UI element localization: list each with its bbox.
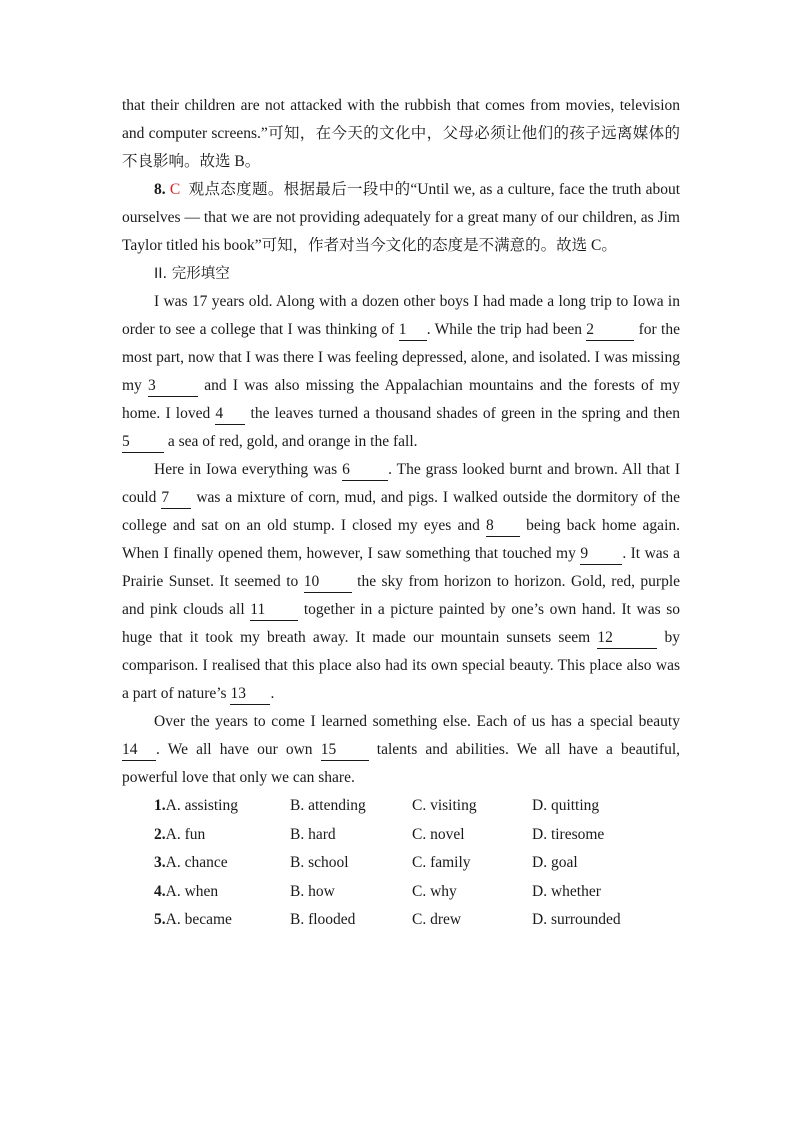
option-a-text: A. chance bbox=[165, 854, 228, 871]
option-b: B. school bbox=[290, 854, 349, 871]
passage-text: . bbox=[270, 685, 275, 702]
explanation-number: 8. bbox=[154, 181, 166, 198]
passage-text: Over the years to come I learned something else. Each of us has a special beauty bbox=[154, 713, 680, 730]
option-c: C. why bbox=[412, 882, 457, 900]
option-a bbox=[154, 792, 290, 821]
passage-text: together in a picture painted by one’s own hand. It was so huge that it took my breath away. It made our mountain sunsets seem bbox=[122, 601, 680, 646]
passage-text: and I was also missing the Appalachian mountains and the forests of my home. I loved bbox=[122, 377, 680, 422]
option-a-text: A. when bbox=[165, 882, 219, 900]
option-c: C. family bbox=[412, 854, 471, 871]
passage-text: Here in Iowa everything was bbox=[154, 461, 343, 478]
option-c: C. visiting bbox=[412, 797, 477, 814]
explanation-8 bbox=[122, 176, 680, 260]
explanation-text: 观点态度题。根据最后一段中的“Until we, as a culture, face the truth about ourselves — that we are not providing adequately for a great many of our children, as Jim Taylor titled his book”可知，作者对当今文化的态度是不满意的。故选 C。 bbox=[122, 181, 680, 254]
blank-8: 8 bbox=[486, 516, 520, 537]
blank-6: 6 bbox=[342, 460, 388, 481]
option-a bbox=[154, 849, 290, 878]
question-row bbox=[122, 906, 680, 935]
blank-1: 1 bbox=[399, 320, 427, 341]
option-d: D. tiresome bbox=[532, 825, 605, 843]
option-b: B. hard bbox=[290, 825, 336, 843]
document-page bbox=[122, 92, 680, 935]
option-d: D. surrounded bbox=[532, 911, 621, 928]
passage-text: was a mixture of corn, mud, and pigs. I walked outside the dormitory of the college and sat on an old stump. I closed my eyes and bbox=[122, 489, 681, 534]
option-d: D. whether bbox=[532, 882, 601, 900]
blank-13: 13 bbox=[230, 684, 270, 705]
passage-paragraph-2 bbox=[122, 456, 680, 708]
answer-letter: C bbox=[169, 181, 181, 198]
question-number: 5. bbox=[154, 911, 166, 928]
passage-text: the sky from horizon to horizon. Gold, red, purple and pink clouds all bbox=[122, 573, 680, 618]
section-heading: II. 完形填空 bbox=[154, 266, 230, 282]
blank-11: 11 bbox=[250, 600, 298, 621]
question-row bbox=[122, 792, 680, 821]
blank-5: 5 bbox=[122, 432, 164, 453]
option-b: B. how bbox=[290, 882, 335, 900]
blank-14: 14 bbox=[122, 740, 156, 761]
option-c: C. drew bbox=[412, 911, 462, 928]
passage-text: . The grass looked burnt and brown. All that I could bbox=[122, 461, 680, 506]
passage-text: talents and abilities. We all have a beautiful, powerful love that only we can share. bbox=[122, 741, 680, 786]
option-b: B. flooded bbox=[290, 911, 356, 928]
question-number: 2. bbox=[154, 825, 166, 843]
explanation-7-continued: that their children are not attacked with the rubbish that comes from movies, television and computer screens.”可知，在今天的文化中，父母必须让他们的孩子远离媒体的不良影响。故选 B。 bbox=[122, 97, 680, 170]
blank-9: 9 bbox=[580, 544, 622, 565]
question-row bbox=[122, 878, 680, 907]
passage-text: . While the trip had been bbox=[426, 321, 587, 338]
blank-12: 12 bbox=[597, 628, 657, 649]
passage-text: . We all have our own bbox=[156, 741, 321, 758]
option-a bbox=[154, 821, 290, 850]
options-list bbox=[122, 792, 680, 935]
option-d: D. quitting bbox=[532, 797, 600, 814]
blank-2: 2 bbox=[586, 320, 634, 341]
option-c: C. novel bbox=[412, 825, 465, 843]
option-a-text: A. fun bbox=[165, 825, 206, 843]
option-a bbox=[154, 878, 290, 907]
passage-text: being back home again. When I finally opened them, however, I saw something that touched my bbox=[122, 517, 680, 562]
question-number: 4. bbox=[154, 882, 166, 900]
blank-7: 7 bbox=[161, 488, 191, 509]
question-row bbox=[122, 849, 680, 878]
blank-15: 15 bbox=[321, 740, 369, 761]
passage-text: a sea of red, gold, and orange in the fall. bbox=[164, 433, 418, 450]
passage-text: I was 17 years old. Along with a dozen other boys I had made a long trip to Iowa in order to see a college that I was thinking of bbox=[122, 293, 680, 338]
option-a bbox=[154, 906, 290, 935]
passage-text: for the most part, now that I was there I was feeling depressed, alone, and isolated. I was missing my bbox=[122, 321, 680, 394]
question-number: 1. bbox=[154, 797, 166, 814]
passage-text: by comparison. I realised that this place also had its own special beauty. This place also was a part of nature’s bbox=[122, 629, 680, 702]
blank-4: 4 bbox=[215, 404, 245, 425]
blank-3: 3 bbox=[148, 376, 198, 397]
passage-text: the leaves turned a thousand shades of green in the spring and then bbox=[245, 405, 680, 422]
option-a-text: A. assisting bbox=[165, 797, 238, 814]
question-row bbox=[122, 821, 680, 850]
passage-text: . It was a Prairie Sunset. It seemed to bbox=[122, 545, 681, 590]
blank-10: 10 bbox=[304, 572, 352, 593]
option-a-text: A. became bbox=[165, 911, 232, 928]
option-b: B. attending bbox=[290, 797, 366, 814]
passage-paragraph-3 bbox=[122, 708, 680, 792]
question-number: 3. bbox=[154, 854, 166, 871]
passage-paragraph-1 bbox=[122, 288, 680, 456]
option-d: D. goal bbox=[532, 854, 578, 871]
